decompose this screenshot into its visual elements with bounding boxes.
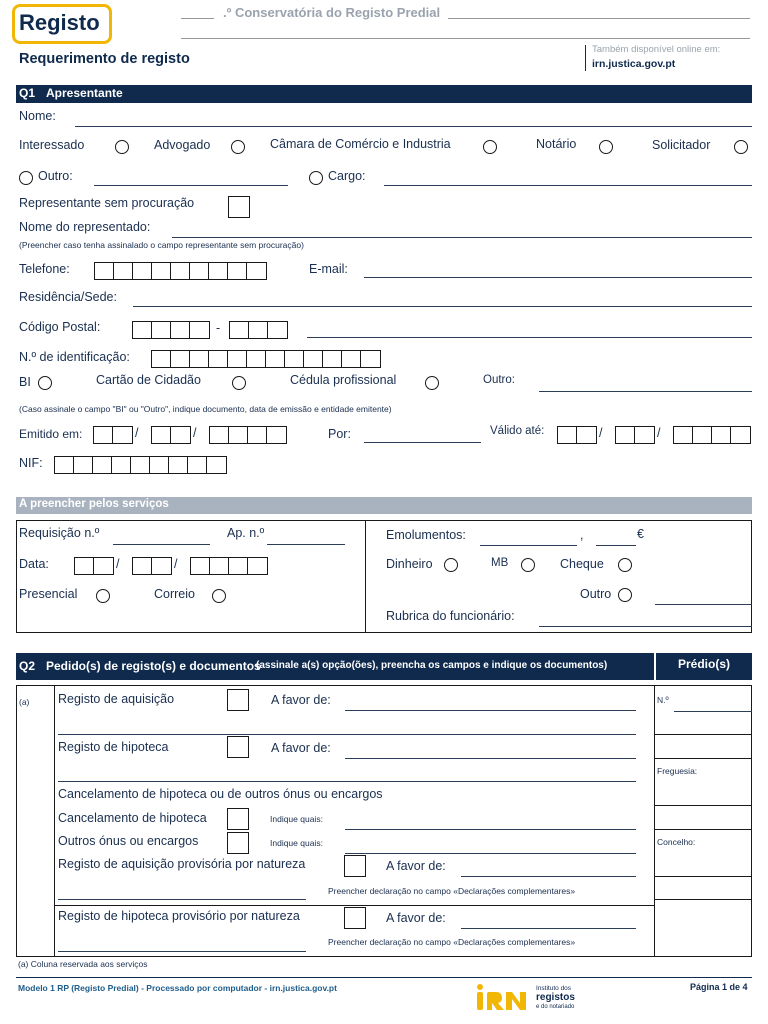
data-label: Data: [19,557,49,571]
reg-hip-prov-checkbox[interactable] [344,907,366,929]
conservatoria-line [448,18,750,19]
outros-onus-label: Outros ónus ou encargos [58,834,199,848]
cedula-label: Cédula profissional [290,373,397,387]
correio-label: Correio [154,587,195,601]
q1-section-bar [16,85,752,103]
solicitador-radio[interactable] [734,140,748,154]
advogado-label: Advogado [154,138,211,152]
online-label: Também disponível online em: [592,44,721,55]
q1-number: Q1 [19,86,36,100]
reg-aquisicao-input[interactable] [345,710,636,711]
servicos-divider [365,520,366,633]
nome-representado-input[interactable] [172,237,752,238]
reg-aquisicao-input-2[interactable] [58,734,636,735]
predio-div-6 [654,899,752,900]
q2-section-bar [16,653,654,680]
rubrica-label: Rubrica do funcionário: [386,609,515,623]
reg-hip-prov-note: Preencher declaração no campo «Declarações complementares» [328,937,576,947]
logo-text: Registo [19,10,100,35]
por-input[interactable] [364,442,481,443]
rep-sem-proc-checkbox[interactable] [228,196,250,218]
outro-radio[interactable] [19,171,33,185]
servicos-title: A preencher pelos serviços [19,498,169,510]
reg-aq-prov-checkbox[interactable] [344,855,366,877]
outros-onus-indique: Indique quais: [270,838,323,848]
outro2-input[interactable] [539,391,752,392]
reg-hipoteca-label: Registo de hipoteca [58,740,169,754]
requisicao-label: Requisição n.º [19,526,100,540]
cancel-hip-checkbox[interactable] [227,808,249,830]
nome-representado-note: (Preencher caso tenha assinalado o campo representante sem procuração) [19,240,304,250]
nome-input[interactable] [75,126,752,127]
predio-freguesia-label: Freguesia: [657,766,698,776]
cancel-hip-indique: Indique quais: [270,814,323,824]
valido-slash-2: / [657,426,661,440]
predio-div-5 [654,876,752,877]
cp-dash: - [216,321,221,335]
emitido-year[interactable] [209,426,287,444]
cheque-radio[interactable] [618,558,632,572]
predio-div-1 [654,734,752,735]
codigo-postal-label: Código Postal: [19,320,101,334]
valido-month[interactable] [615,426,655,444]
irn-logo [474,983,584,1013]
reg-hipoteca-input[interactable] [345,758,636,759]
cp-boxes-2[interactable] [229,321,288,339]
reg-aq-prov-input-2[interactable] [58,899,306,900]
reg-hip-prov-label: Registo de hipoteca provisório por natureza [58,909,300,923]
q2-note: (assinale a(s) opção(ões), preencha os campos e indique os documentos) [256,660,608,671]
cargo-label: Cargo: [328,169,366,183]
servicos-bar [16,497,752,514]
cancel-hip-input[interactable] [345,829,636,830]
cargo-input[interactable] [384,185,752,186]
cancel-hip-label: Cancelamento de hipoteca [58,811,207,825]
nome-label: Nome: [19,109,56,123]
correio-radio[interactable] [212,589,226,603]
requisicao-input[interactable] [113,544,210,545]
emolumentos-input-2[interactable] [596,545,636,546]
conservatoria-number-line[interactable] [181,18,214,19]
presencial-label: Presencial [19,587,78,601]
telefone-label: Telefone: [19,262,70,276]
bi-radio[interactable] [38,376,52,390]
irn-line2: registos [536,992,575,1003]
reg-aq-prov-afavor: A favor de: [386,859,446,873]
cargo-radio[interactable] [309,171,323,185]
cp-localidade-input[interactable] [307,337,752,338]
outro-label: Outro: [38,169,73,183]
mb-label: MB [491,557,509,569]
footer-model: Modelo 1 RP (Registo Predial) - Processado por computador - irn.justica.gov.pt [18,983,337,993]
reg-aquisicao-afavor: A favor de: [271,693,331,707]
dinheiro-label: Dinheiro [386,557,433,571]
irn-line1: Instituto dos [536,985,572,992]
camara-radio[interactable] [483,140,497,154]
bi-label: BI [19,375,31,389]
valido-year[interactable] [673,426,751,444]
predio-div-3 [654,805,752,806]
q2-number: Q2 [19,659,36,673]
outro-input[interactable] [94,185,288,186]
predio-header [656,653,752,680]
notario-radio[interactable] [599,140,613,154]
emolumentos-comma: , [580,528,584,542]
interessado-radio[interactable] [115,140,129,154]
outros-onus-input[interactable] [345,853,636,854]
n-identificacao-boxes[interactable] [151,350,381,368]
cheque-label: Cheque [560,557,604,571]
reg-aq-prov-note: Preencher declaração no campo «Declarações complementares» [328,886,576,896]
emitido-label: Emitido em: [19,427,83,441]
presencial-radio[interactable] [96,589,110,603]
emolumentos-label: Emolumentos: [386,528,466,542]
emitido-day[interactable] [93,426,133,444]
q2-footnote: (a) Coluna reservada aos serviços [18,959,148,969]
reg-hip-prov-input[interactable] [461,928,636,929]
data-day[interactable] [74,557,114,575]
predio-div-2 [654,758,752,759]
outro-pag-label: Outro [580,587,612,601]
n-identificacao-label: N.º de identificação: [19,350,130,364]
q1-title: Apresentante [46,86,123,100]
por-label: Por: [328,427,351,441]
telefone-boxes[interactable] [94,262,267,280]
data-slash-2: / [174,557,178,571]
reg-hipoteca-afavor: A favor de: [271,741,331,755]
predio-table [654,685,752,957]
predio-concelho-label: Concelho: [657,837,696,847]
col-a-divider [54,685,55,957]
irn-line3: e do notariado [536,1004,575,1010]
footer-divider [16,977,752,978]
nome-representado-label: Nome do representado: [19,220,151,234]
row-divider-prov [54,905,655,906]
interessado-label: Interessado [19,138,85,152]
emolumentos-input-1[interactable] [480,545,577,546]
nif-label: NIF: [19,456,43,470]
reg-aquisicao-label: Registo de aquisição [58,692,175,706]
predio-title: Prédio(s) [678,657,731,671]
outro-pag-radio[interactable] [618,588,632,602]
page-number: Página 1 de 4 [690,982,748,992]
conservatoria-label: .º Conservatória do Registo Predial [223,5,441,20]
cp-boxes-1[interactable] [132,321,210,339]
predio-n-input[interactable] [674,711,752,712]
predio-div-4 [654,829,752,830]
irn-logo-mark [474,983,530,1013]
residencia-label: Residência/Sede: [19,290,117,304]
online-divider [585,45,586,71]
valido-day[interactable] [557,426,597,444]
email-label: E-mail: [309,262,348,276]
q2-title: Pedido(s) de registo(s) e documentos [46,659,261,673]
emitido-month[interactable] [151,426,191,444]
outro2-label: Outro: [483,374,515,386]
predio-n-label: N.º [657,695,669,705]
valido-label: Válido até: [490,425,545,437]
mb-radio[interactable] [521,558,535,572]
camara-label: Câmara de Comércio e Industria [270,137,451,151]
reg-aq-prov-label: Registo de aquisição provisória por natureza [58,857,306,871]
cedula-radio[interactable] [425,376,439,390]
ap-input[interactable] [267,544,345,545]
rubrica-input[interactable] [539,626,752,627]
data-year[interactable] [190,557,268,575]
reg-aq-prov-input[interactable] [461,876,636,877]
id-note: (Caso assinale o campo "BI" ou "Outro", indique documento, data de emissão e entidade emitente) [19,404,392,414]
online-url[interactable]: irn.justica.gov.pt [592,58,676,70]
rep-sem-proc-label: Representante sem procuração [19,196,195,210]
email-input[interactable] [364,277,752,278]
cartao-label: Cartão de Cidadão [96,373,201,387]
outros-onus-checkbox[interactable] [227,832,249,854]
reg-hipoteca-checkbox[interactable] [227,736,249,758]
nif-boxes[interactable] [54,456,227,474]
euro-sign: € [637,527,644,541]
reg-hipoteca-input-2[interactable] [58,781,636,782]
data-month[interactable] [132,557,172,575]
col-a-label: (a) [19,697,30,707]
emitido-slash-2: / [193,426,197,440]
valido-slash-1: / [599,426,603,440]
residencia-input[interactable] [133,306,752,307]
cancel-title: Cancelamento de hipoteca ou de outros ónus ou encargos [58,787,383,801]
data-slash-1: / [116,557,120,571]
advogado-radio[interactable] [231,140,245,154]
notario-label: Notário [536,137,577,151]
registo-logo [12,4,112,44]
page-title: Requerimento de registo [19,51,190,67]
header-divider [181,38,750,39]
dinheiro-radio[interactable] [444,558,458,572]
solicitador-label: Solicitador [652,138,711,152]
emitido-slash-1: / [135,426,139,440]
reg-aquisicao-checkbox[interactable] [227,689,249,711]
reg-hip-prov-input-2[interactable] [58,951,306,952]
reg-hip-prov-afavor: A favor de: [386,911,446,925]
ap-label: Ap. n.º [227,526,265,540]
cartao-radio[interactable] [232,376,246,390]
outro-pag-input[interactable] [655,604,752,605]
